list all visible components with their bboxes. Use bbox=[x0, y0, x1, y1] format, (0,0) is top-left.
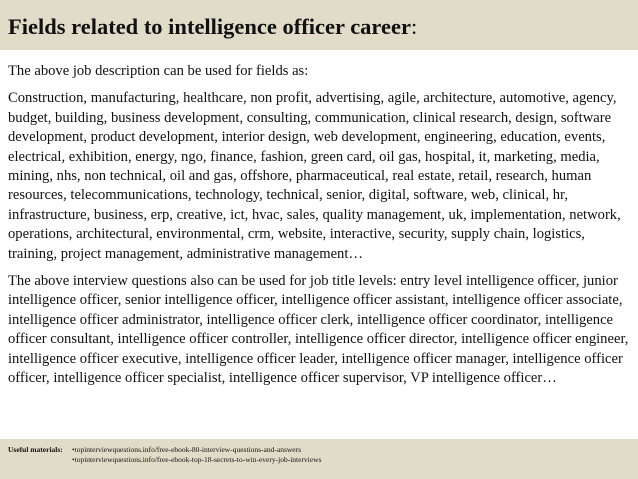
footer-link-ebook-18[interactable]: • topinterviewquestions.info/free-ebook-top-18-secrets-to-win-every-job-interviews bbox=[72, 455, 321, 465]
footer-row-2 bbox=[8, 455, 638, 465]
slide-body bbox=[8, 62, 634, 397]
job-titles-paragraph: The above interview questions also can be used for job title levels: entry level intelligence officer, junior intelligence officer, senior intelligence officer, intelligence officer assistant, intelligence officer associate, intelligence officer administrator, intelligence officer clerk, intelligence officer coordinator, intelligence officer consultant, intelligence officer controller, intelligence officer director, intelligence officer engineer, intelligence officer executive, intelligence officer leader, intelligence officer manager, intelligence officer officer, intelligence officer specialist, intelligence officer supervisor, VP intelligence officer… bbox=[8, 273, 629, 387]
footer-link-ebook-80[interactable]: • topinterviewquestions.info/free-ebook-80-interview-questions-and-answers bbox=[72, 445, 301, 455]
footer-label-spacer bbox=[8, 455, 72, 465]
footer-label: Useful materials: bbox=[8, 445, 63, 454]
footer-bar bbox=[0, 439, 638, 479]
footer-row-1 bbox=[8, 445, 638, 455]
title-bar bbox=[0, 0, 638, 50]
slide-title bbox=[8, 14, 638, 40]
intro-paragraph: The above job description can be used for fields as: bbox=[8, 63, 309, 79]
fields-paragraph: Construction, manufacturing, healthcare, non profit, advertising, agile, architecture, automotive, agency, budget, building, business development, consulting, communication, clinical research, design, software development, product development, interior design, web development, engineering, education, events, electrical, exhibition, energy, ngo, finance, fashion, green card, oil gas, hospital, it, marketing, media, mining, nhs, non technical, oil and gas, offshore, pharmaceutical, real estate, retail, research, human resources, telecommunications, technology, technical, senior, digital, software, web, clinical, hr, infrastructure, business, erp, creative, ict, hvac, sales, quality management, uk, implementation, network, operations, architectural, environmental, crm, website, interactive, security, supply chain, logistics, training, project management, administrative management… bbox=[8, 90, 621, 262]
slide-title-colon: : bbox=[410, 14, 418, 39]
slide-title-text: Fields related to intelligence officer career bbox=[8, 14, 411, 39]
